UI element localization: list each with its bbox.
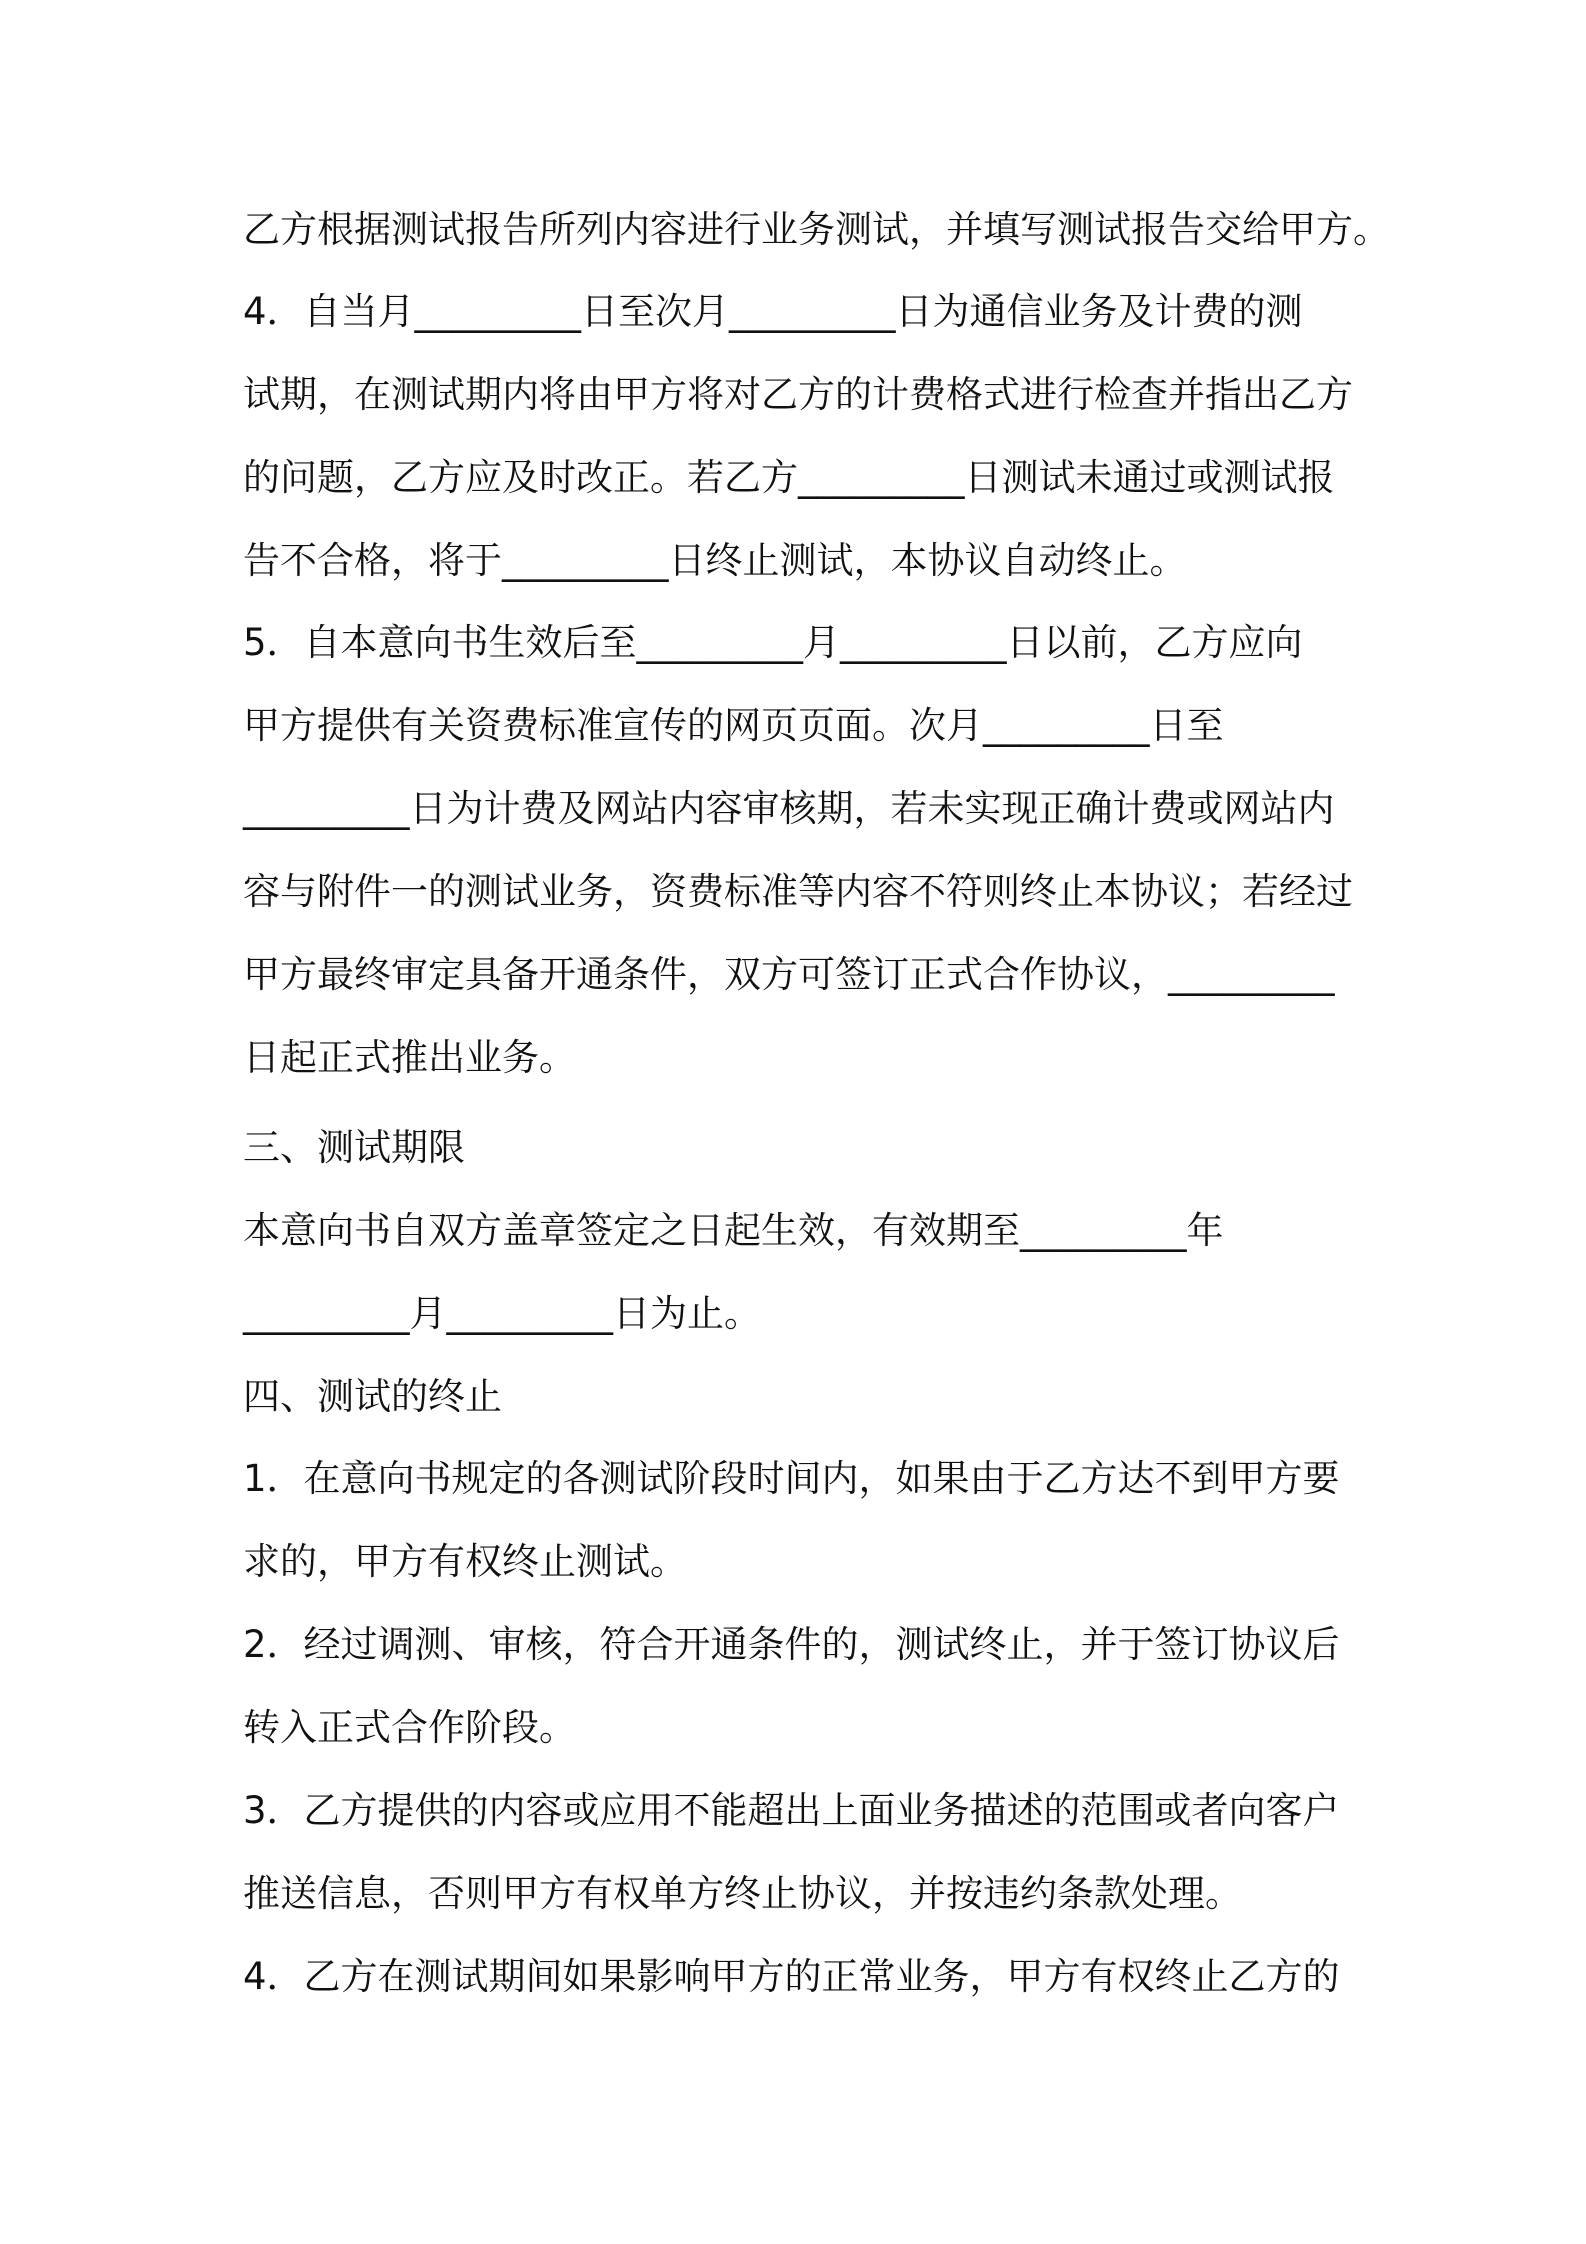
text-line: 2．经过调测、审核，符合开通条件的，测试终止，并于签订协议后 <box>243 1623 1340 1666</box>
text-line: 求的，甲方有权终止测试。 <box>243 1540 687 1583</box>
text-line: 4．自当月_________日至次月_________日为通信业务及计费的测 <box>243 290 1303 333</box>
text-line: 甲方提供有关资费标准宣传的网页页面。次月_________日至 <box>243 704 1224 747</box>
text-line: 1．在意向书规定的各测试阶段时间内，如果由于乙方达不到甲方要 <box>243 1457 1340 1500</box>
text-line: 4．乙方在测试期间如果影响甲方的正常业务，甲方有权终止乙方的 <box>243 1955 1340 1998</box>
section-heading: 三、测试期限 <box>243 1126 465 1169</box>
text-line: 日起正式推出业务。 <box>243 1036 576 1079</box>
text-line: 容与附件一的测试业务，资费标准等内容不符则终止本协议；若经过 <box>243 870 1353 913</box>
text-line: 5．自本意向书生效后至_________月_________日以前，乙方应向 <box>243 621 1303 664</box>
text-line: 乙方根据测试报告所列内容进行业务测试，并填写测试报告交给甲方。 <box>243 208 1390 251</box>
text-line: _________日为计费及网站内容审核期，若未实现正确计费或网站内 <box>243 787 1335 830</box>
text-line: 的问题，乙方应及时改正。若乙方_________日测试未通过或测试报 <box>243 456 1335 499</box>
text-line: 告不合格，将于_________日终止测试，本协议自动终止。 <box>243 539 1187 582</box>
text-line: 转入正式合作阶段。 <box>243 1706 576 1749</box>
text-line: _________月_________日为止。 <box>243 1292 761 1335</box>
section-heading: 四、测试的终止 <box>243 1375 502 1418</box>
text-line: 甲方最终审定具备开通条件，双方可签订正式合作协议，_________ <box>243 953 1335 996</box>
text-line: 本意向书自双方盖章签定之日起生效，有效期至_________年 <box>243 1209 1224 1252</box>
text-line: 3．乙方提供的内容或应用不能超出上面业务描述的范围或者向客户 <box>243 1789 1340 1832</box>
text-line: 试期，在测试期内将由甲方将对乙方的计费格式进行检查并指出乙方 <box>243 373 1353 416</box>
text-line: 推送信息，否则甲方有权单方终止协议，并按违约条款处理。 <box>243 1872 1242 1915</box>
